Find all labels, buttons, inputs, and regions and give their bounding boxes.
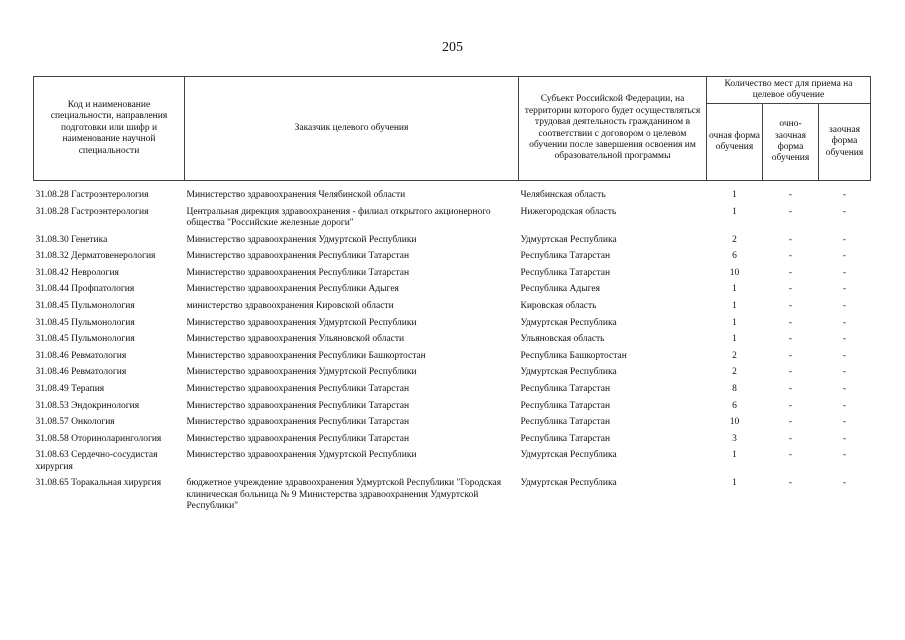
table-row (34, 318, 871, 335)
row-customer: Министерство здравоохранения Челябинской области (186, 190, 406, 200)
row-code: 31.08.28 Гастроэнтерология (35, 206, 149, 217)
row-code: 31.08.32 Дерматовенерология (35, 251, 156, 262)
table-row (34, 367, 871, 384)
row-code: 31.08.58 Оториноларингология (35, 433, 162, 444)
row-customer: Министерство здравоохранения Республики Татарстан (186, 433, 410, 444)
row-code: 31.08.46 Ревматология (35, 367, 127, 378)
row-extramural-count: - (842, 400, 847, 411)
row-part-time-count: - (788, 478, 793, 489)
table-row (34, 268, 871, 285)
row-full-time-count: 2 (732, 234, 737, 245)
row-extramural-count: - (842, 478, 847, 489)
row-extramural-count: - (842, 367, 847, 378)
row-customer: Министерство здравоохранения Ульяновской области (186, 334, 405, 345)
row-code: 31.08.42 Неврология (35, 267, 119, 278)
admission-table (33, 76, 871, 518)
row-extramural-count: - (842, 284, 847, 295)
row-subject: Республика Татарстан (520, 251, 611, 262)
row-code: 31.08.45 Пульмонология (35, 334, 135, 345)
row-full-time-count: 2 (732, 367, 737, 378)
row-customer: Министерство здравоохранения Удмуртской Республики (186, 367, 417, 378)
row-part-time-count: - (788, 234, 793, 245)
row-part-time-count: - (788, 334, 793, 345)
row-subject: Республика Татарстан (520, 267, 611, 278)
row-subject: Удмуртская Республика (520, 234, 617, 245)
row-part-time-count: - (788, 284, 793, 295)
row-part-time-count: - (788, 190, 793, 200)
table-body (34, 181, 871, 518)
row-part-time-count: - (788, 300, 793, 311)
row-subject: Республика Татарстан (520, 433, 611, 444)
row-extramural-count: - (842, 317, 847, 328)
row-full-time-count: 10 (729, 267, 740, 278)
row-part-time-count: - (788, 350, 793, 361)
row-full-time-count: 1 (732, 317, 737, 328)
row-subject: Нижегородская область (520, 206, 617, 217)
table-row (34, 235, 871, 252)
row-full-time-count: 6 (732, 251, 737, 262)
row-full-time-count: 10 (729, 417, 740, 428)
row-extramural-count: - (842, 251, 847, 262)
row-subject: Республика Адыгея (520, 284, 600, 295)
row-code: 31.08.30 Генетика (35, 234, 108, 245)
row-subject: Ульяновская область (520, 334, 605, 345)
row-part-time-count: - (788, 251, 793, 262)
row-extramural-count: - (842, 383, 847, 394)
row-subject: Республика Татарстан (520, 417, 611, 428)
row-customer: Министерство здравоохранения Республики Татарстан (186, 251, 410, 262)
row-customer: Министерство здравоохранения Республики Адыгея (186, 284, 399, 295)
table-header (34, 77, 871, 181)
row-code: 31.08.46 Ревматология (35, 350, 127, 361)
row-full-time-count: 3 (732, 433, 737, 444)
row-customer: Центральная дирекция здравоохранения - филиал открытого акционерного общества "Российские железные дороги" (186, 206, 491, 228)
table-row (34, 401, 871, 418)
table-row (34, 207, 871, 235)
row-code: 31.08.45 Пульмонология (35, 300, 135, 311)
row-subject: Республика Татарстан (520, 400, 611, 411)
row-extramural-count: - (842, 234, 847, 245)
row-full-time-count: 1 (732, 300, 737, 311)
row-full-time-count: 6 (732, 400, 737, 411)
row-code: 31.08.63 Сердечно-сосудистая хирургия (35, 450, 158, 472)
table-row (34, 334, 871, 351)
table-row (34, 478, 871, 517)
row-code: 31.08.53 Эндокринология (35, 400, 140, 411)
row-full-time-count: 1 (732, 190, 737, 200)
row-part-time-count: - (788, 206, 793, 217)
table-row (34, 384, 871, 401)
header-extramural: заочная форма обучения (819, 104, 871, 181)
row-subject: Удмуртская Республика (520, 367, 617, 378)
header-subject: Субъект Российской Федерации, на территории которого будет осуществляться трудовая деятельность гражданином в соответствии с договором о целевом обучении после завершения освоения им образовательной программы (519, 77, 707, 181)
row-subject: Удмуртская Республика (520, 450, 617, 461)
row-subject: Удмуртская Республика (520, 317, 617, 328)
row-full-time-count: 2 (732, 350, 737, 361)
row-code: 31.08.57 Онкология (35, 417, 115, 428)
row-customer: Министерство здравоохранения Удмуртской Республики (186, 234, 417, 245)
row-full-time-count: 1 (732, 284, 737, 295)
table-row (34, 351, 871, 368)
row-code: 31.08.28 Гастроэнтерология (35, 190, 149, 200)
row-customer: Министерство здравоохранения Республики Татарстан (186, 400, 410, 411)
row-full-time-count: 8 (732, 383, 737, 394)
table-row (34, 434, 871, 451)
table-row (34, 450, 871, 478)
page-number: 205 (442, 40, 463, 55)
table-row (34, 417, 871, 434)
row-part-time-count: - (788, 400, 793, 411)
row-customer: Министерство здравоохранения Удмуртской Республики (186, 450, 417, 461)
row-extramural-count: - (842, 300, 847, 311)
row-customer: Министерство здравоохранения Республики Татарстан (186, 267, 410, 278)
table-row (34, 251, 871, 268)
row-extramural-count: - (842, 433, 847, 444)
row-code: 31.08.45 Пульмонология (35, 317, 135, 328)
row-subject: Кировская область (520, 300, 597, 311)
row-extramural-count: - (842, 267, 847, 278)
row-customer: Министерство здравоохранения Республики Башкортостан (186, 350, 426, 361)
table-row (34, 301, 871, 318)
row-part-time-count: - (788, 450, 793, 461)
row-customer: Министерство здравоохранения Республики Татарстан (186, 383, 410, 394)
row-part-time-count: - (788, 267, 793, 278)
row-extramural-count: - (842, 334, 847, 345)
row-full-time-count: 1 (732, 206, 737, 217)
row-code: 31.08.65 Торакальная хирургия (35, 478, 162, 489)
row-full-time-count: 1 (732, 450, 737, 461)
header-code: Код и наименование специальности, направления подготовки или шифр и наименование научной специальности (34, 77, 185, 181)
row-subject: Республика Башкортостан (520, 350, 627, 361)
row-part-time-count: - (788, 433, 793, 444)
row-part-time-count: - (788, 417, 793, 428)
table-row (34, 284, 871, 301)
table-row (34, 190, 871, 207)
row-code: 31.08.49 Терапия (35, 383, 105, 394)
row-part-time-count: - (788, 383, 793, 394)
header-places-group: Количество мест для приема на целевое обучение (707, 77, 871, 104)
row-part-time-count: - (788, 317, 793, 328)
header-full-time: очная форма обучения (707, 104, 763, 181)
row-subject: Республика Татарстан (520, 383, 611, 394)
row-customer: бюджетное учреждение здравоохранения Удмуртской Республики "Городская клиническая больница № 9 Министерства здравоохранения Удмуртской Республики" (186, 478, 502, 512)
row-subject: Удмуртская Республика (520, 478, 617, 489)
row-customer: Министерство здравоохранения Республики Татарстан (186, 417, 410, 428)
row-extramural-count: - (842, 350, 847, 361)
row-extramural-count: - (842, 417, 847, 428)
row-extramural-count: - (842, 190, 847, 200)
row-extramural-count: - (842, 206, 847, 217)
row-subject: Челябинская область (520, 190, 606, 200)
row-full-time-count: 1 (732, 478, 737, 489)
header-part-time: очно-заочная форма обучения (763, 104, 819, 181)
row-code: 31.08.44 Профпатология (35, 284, 135, 295)
row-customer: Министерство здравоохранения Удмуртской Республики (186, 317, 417, 328)
header-customer: Заказчик целевого обучения (185, 77, 519, 181)
row-customer: министерство здравоохранения Кировской области (186, 300, 394, 311)
row-part-time-count: - (788, 367, 793, 378)
row-full-time-count: 1 (732, 334, 737, 345)
row-extramural-count: - (842, 450, 847, 461)
